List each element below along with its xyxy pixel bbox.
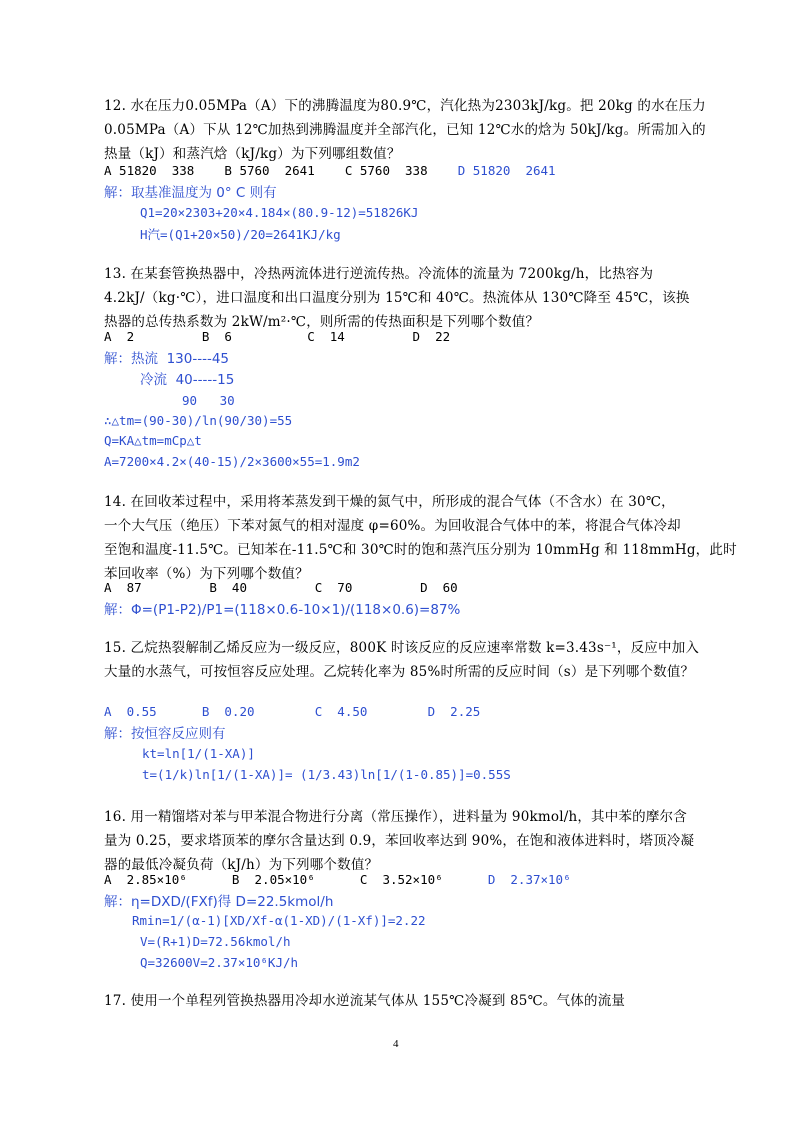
question-line: 14. 在回收苯过程中，采用将苯蒸发到干燥的氮气中，所形成的混合气体（不含水）在 30℃， <box>104 494 675 510</box>
solution-line: V=(R+1)D=72.56kmol/h <box>140 934 291 949</box>
solution-line: Rmin=1/(α-1)[XD/Xf-α(1-XD)/(1-Xf)]=2.22 <box>132 913 426 928</box>
solution-line: H汽=(Q1+20×50)/20=2641KJ/kg <box>140 227 341 242</box>
options-text: A 2.85×10⁶ B 2.05×10⁶ C 3.52×10⁶ <box>104 872 488 887</box>
question-line: 一个大气压（绝压）下苯对氮气的相对湿度 φ=60%。为回收混合气体中的苯，将混合气体冷却 <box>104 518 681 534</box>
question-line: 热器的总传热系数为 2kW/m²·℃，则所需的传热面积是下列哪个数值？ <box>104 314 540 330</box>
solution-line: kt=ln[1/(1-XA)] <box>142 746 255 761</box>
solution-line: A=7200×4.2×(40-15)/2×3600×55=1.9m2 <box>104 454 360 469</box>
question-13 <box>104 262 694 334</box>
question-14-options: A 87 B 40 C 70 D 60 <box>104 580 458 595</box>
solution-line: 解：Φ=(P1-P2)/P1=(118×0.6-10×1)/(118×0.6)=87% <box>104 602 461 618</box>
options-text: A 51820 338 B 5760 2641 C 5760 338 <box>104 163 458 178</box>
question-line: 13. 在某套管换热器中，冷热两流体进行逆流传热。冷流体的流量为 7200kg/h，比热容为 <box>104 266 654 282</box>
question-line: 器的最低冷凝负荷（kJ/h）为下列哪个数值？ <box>104 857 379 873</box>
question-line: 苯回收率（%）为下列哪个数值？ <box>104 566 309 582</box>
question-line: 至饱和温度-11.5℃。已知苯在-11.5℃和 30℃时的饱和蒸汽压分别为 10mmHg 和 118mmHg，此时 <box>104 542 737 558</box>
solution-line: Q=32600V=2.37×10⁶KJ/h <box>140 955 299 970</box>
question-line: 16. 用一精馏塔对苯与甲苯混合物进行分离（常压操作），进料量为 90kmol/h，其中苯的摩尔含 <box>104 809 687 825</box>
question-line: 热量（kJ）和蒸汽焓（kJ/kg）为下列哪组数值？ <box>104 146 401 162</box>
question-12 <box>104 94 706 166</box>
question-line: 4.2kJ/（kg·℃），进口温度和出口温度分别为 15℃和 40℃。热流体从 130℃降至 45℃，该换 <box>104 290 690 306</box>
question-15-options: A 0.55 B 0.20 C 4.50 D 2.25 <box>104 704 481 719</box>
question-14 <box>104 490 737 586</box>
solution-line: ∴△tm=(90-30)/ln(90/30)=55 <box>104 413 293 428</box>
question-line: 17. 使用一个单程列管换热器用冷却水逆流某气体从 155℃冷凝到 85℃。气体的流量 <box>104 993 626 1009</box>
question-line: 0.05MPa（A）下从 12℃加热到沸腾温度并全部汽化，已知 12℃水的焓为 50kJ/kg。所需加入的 <box>104 122 706 138</box>
question-12-options <box>104 163 556 178</box>
question-line: 大量的水蒸气，可按恒容反应处理。乙烷转化率为 85%时所需的反应时间（s）是下列哪个数值？ <box>104 664 695 680</box>
solution-line: Q=KA△tm=mCp△t <box>104 433 202 448</box>
solution-line: 解：热流 130----45 <box>104 351 230 367</box>
question-16-options <box>104 872 571 887</box>
question-line: 12. 水在压力0.05MPa（A）下的沸腾温度为80.9℃，汽化热为2303kJ/kg。把 20kg 的水在压力 <box>104 98 706 114</box>
question-15 <box>104 636 700 684</box>
page-number: 4 <box>393 1038 399 1050</box>
solution-line: 解：取基准温度为 0° C 则有 <box>104 185 277 201</box>
solution-line: 解：η=DXD/(FXf)得 D=22.5kmol/h <box>104 894 334 910</box>
solution-line: Q1=20×2303+20×4.184×(80.9-12)=51826KJ <box>140 205 419 220</box>
solution-line: 解：按恒容反应则有 <box>104 726 226 742</box>
question-17 <box>104 989 694 1013</box>
question-13-options: A 2 B 6 C 14 D 22 <box>104 329 451 344</box>
answer-option: D 51820 2641 <box>457 163 556 178</box>
solution-line: 90 30 <box>182 393 235 408</box>
question-16 <box>104 805 694 877</box>
solution-line: 冷流 40-----15 <box>140 372 235 388</box>
question-line: 量为 0.25，要求塔顶苯的摩尔含量达到 0.9，苯回收率达到 90%，在饱和液体进料时，塔顶冷凝 <box>104 833 695 849</box>
solution-line: t=(1/k)ln[1/(1-XA)]= (1/3.43)ln[1/(1-0.85)]=0.55S <box>142 767 511 782</box>
answer-option: D 2.37×10⁶ <box>487 872 571 887</box>
question-line: 15. 乙烷热裂解制乙烯反应为一级反应，800K 时该反应的反应速率常数 k=3.43s⁻¹，反应中加入 <box>104 640 700 656</box>
